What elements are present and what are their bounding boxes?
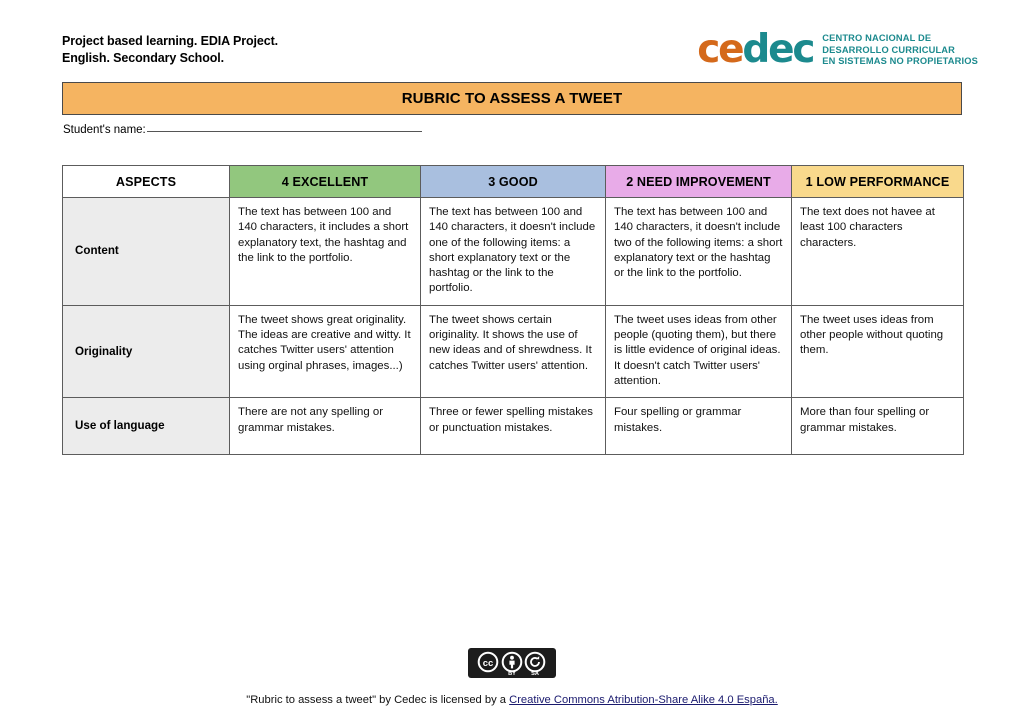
column-header-aspects: ASPECTS bbox=[63, 166, 230, 198]
document-title-banner bbox=[62, 82, 962, 115]
header-line-2: English. Secondary School. bbox=[62, 50, 225, 65]
cell-language-low: More than four spelling or grammar mistakes. bbox=[792, 398, 964, 455]
license-statement bbox=[0, 694, 1024, 706]
license-text: "Rubric to assess a tweet" by Cedec is licensed by a bbox=[246, 694, 510, 706]
cedec-logo-tagline bbox=[822, 33, 978, 67]
cedec-tagline-line-2: DESARROLLO CURRICULAR bbox=[822, 44, 956, 55]
creative-commons-badge-icon bbox=[468, 648, 556, 678]
cedec-tagline-line-3: EN SISTEMAS NO PROPIETARIOS bbox=[822, 56, 978, 67]
cell-originality-good: The tweet shows certain originality. It shows the use of new ideas and of shrewdness. It catches Twitter users' attention. bbox=[421, 305, 606, 397]
column-header-good: 3 GOOD bbox=[421, 166, 606, 198]
student-name-rule[interactable] bbox=[147, 130, 422, 132]
cedec-tagline-line-1: CENTRO NACIONAL DE bbox=[822, 33, 932, 44]
table-row bbox=[63, 398, 964, 455]
cell-language-excellent: There are not any spelling or grammar mistakes. bbox=[230, 398, 421, 455]
cedec-logo-ce: ce bbox=[697, 27, 743, 72]
cell-originality-need: The tweet uses ideas from other people (quoting them), but there is little evidence of original ideas. It doesn't catch Twitter users' attention. bbox=[606, 305, 792, 397]
header-subtitle bbox=[62, 33, 278, 66]
cell-originality-low: The tweet uses ideas from other people without quoting them. bbox=[792, 305, 964, 397]
column-header-need-improvement: 2 NEED IMPROVEMENT bbox=[606, 166, 792, 198]
page-title: RUBRIC TO ASSESS A TWEET bbox=[401, 90, 623, 107]
cedec-logo-dec: dec bbox=[742, 27, 814, 72]
license-link[interactable]: Creative Commons Atribution-Share Alike 4.0 España. bbox=[509, 694, 778, 706]
table-row bbox=[63, 305, 964, 397]
cedec-logo bbox=[697, 27, 978, 72]
table-header-row bbox=[63, 166, 964, 198]
header-line-1: Project based learning. EDIA Project. bbox=[62, 34, 279, 48]
table-row bbox=[63, 198, 964, 306]
cell-originality-excellent: The tweet shows great originality. The ideas are creative and witty. It catches Twitter users' attention using orginal phrases, images...) bbox=[230, 305, 421, 397]
rubric-table bbox=[62, 165, 964, 455]
aspect-label-use-of-language: Use of language bbox=[63, 398, 230, 455]
student-name-field bbox=[63, 124, 422, 136]
page-header bbox=[0, 0, 1024, 78]
cedec-logo-wordmark bbox=[697, 27, 814, 72]
cell-content-low: The text does not havee at least 100 characters characters. bbox=[792, 198, 964, 306]
aspect-label-originality: Originality bbox=[63, 305, 230, 397]
svg-text:SA: SA bbox=[531, 671, 539, 676]
svg-text:BY: BY bbox=[508, 671, 516, 676]
cell-language-good: Three or fewer spelling mistakes or punctuation mistakes. bbox=[421, 398, 606, 455]
svg-text:cc: cc bbox=[482, 658, 494, 670]
cell-content-good: The text has between 100 and 140 characters, it doesn't include one of the following items: a short explanatory text or the hashtag or the link to the portfolio. bbox=[421, 198, 606, 306]
aspect-label-content: Content bbox=[63, 198, 230, 306]
student-name-label: Student's name: bbox=[63, 124, 146, 136]
page-footer bbox=[0, 648, 1024, 706]
column-header-excellent: 4 EXCELLENT bbox=[230, 166, 421, 198]
cell-language-need: Four spelling or grammar mistakes. bbox=[606, 398, 792, 455]
cell-content-excellent: The text has between 100 and 140 characters, it includes a short explanatory text, the hashtag and the link to the portfolio. bbox=[230, 198, 421, 306]
column-header-low-performance: 1 LOW PERFORMANCE bbox=[792, 166, 964, 198]
cell-content-need: The text has between 100 and 140 characters, it doesn't include two of the following items: a short explanatory text or the hashtag or the link to the portfolio. bbox=[606, 198, 792, 306]
